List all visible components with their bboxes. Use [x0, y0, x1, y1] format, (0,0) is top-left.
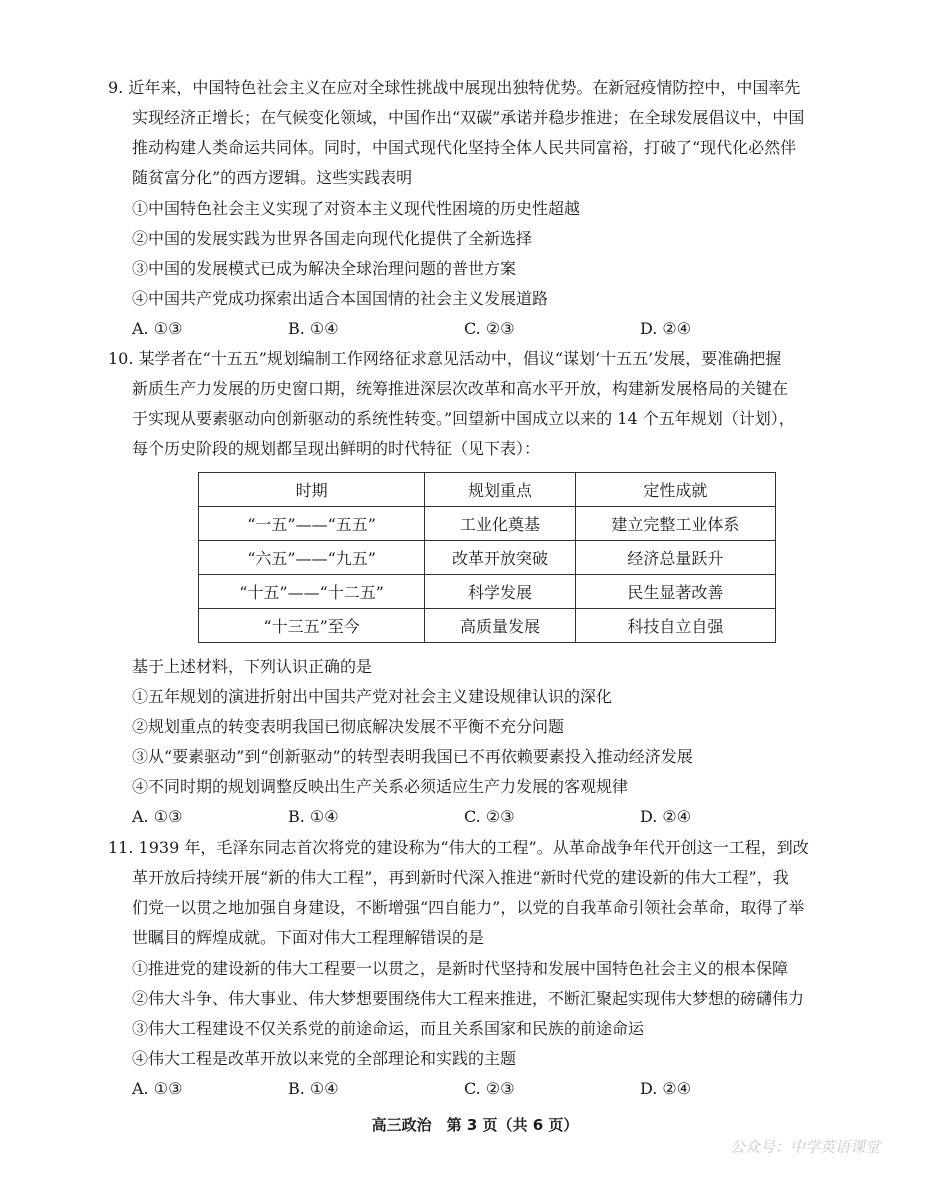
watermark: 公众号：中学英语课堂: [730, 1138, 881, 1156]
q11-choices: [132, 1078, 732, 1100]
q11-choice-d[interactable]: D. ②④: [640, 1079, 692, 1098]
q11-choice-a[interactable]: A. ①③: [132, 1079, 183, 1098]
table-cell: 民生显著改善: [575, 575, 775, 609]
q10-prompt: 基于上述材料，下列认识正确的是: [132, 657, 373, 676]
q10-stem-line: 于实现从要素驱动向创新驱动的系统性转变。”回望新中国成立以来的 14 个五年规划（计划），: [132, 409, 795, 428]
table-header-cell: 定性成就: [575, 473, 775, 507]
table-cell: 工业化奠基: [425, 507, 576, 541]
q10-statement-1: ①五年规划的演进折射出中国共产党对社会主义建设规律认识的深化: [132, 687, 613, 706]
q9-choice-d[interactable]: D. ②④: [640, 319, 692, 338]
table-cell: “六五”——“九五”: [199, 541, 425, 575]
q9-choice-b[interactable]: B. ①④: [288, 319, 339, 338]
q10-choice-b[interactable]: B. ①④: [288, 807, 339, 826]
table-cell: “十三五”至今: [199, 609, 425, 643]
q11-stem-line: 世瞩目的辉煌成就。下面对伟大工程理解错误的是: [132, 928, 485, 947]
q11-stem-line: 11. 1939 年，毛泽东同志首次将党的建设称为“伟大的工程”。从革命战争年代开创这一工程，到改: [108, 838, 809, 857]
q10-stem-line: 新质生产力发展的历史窗口期，统筹推进深层次改革和高水平开放，构建新发展格局的关键在: [132, 379, 789, 398]
q11-choice-c[interactable]: C. ②③: [464, 1079, 515, 1098]
q10-choices: [132, 806, 732, 828]
q11-statement-1: ①推进党的建设新的伟大工程要一以贯之，是新时代坚持和发展中国特色社会主义的根本保障: [132, 959, 789, 978]
q10-statement-3: ③从“要素驱动”到“创新驱动”的转型表明我国已不再依赖要素投入推动经济发展: [132, 747, 693, 766]
q10-statement-4: ④不同时期的规划调整反映出生产关系必须适应生产力发展的客观规律: [132, 777, 629, 796]
table-row: [199, 507, 776, 541]
table-cell: 科学发展: [425, 575, 576, 609]
table-cell: 高质量发展: [425, 609, 576, 643]
q9-stem-line: 随贫富分化”的西方逻辑。这些实践表明: [132, 168, 413, 187]
q10-stem-line: 10. 某学者在“十五五”规划编制工作网络征求意见活动中，倡议“谋划‘十五五’发展，要准确把握: [108, 349, 782, 368]
table-cell: 改革开放突破: [425, 541, 576, 575]
q9-choice-c[interactable]: C. ②③: [464, 319, 515, 338]
q10-choice-c[interactable]: C. ②③: [464, 807, 515, 826]
q10-choice-a[interactable]: A. ①③: [132, 807, 183, 826]
q11-stem-line: 革开放后持续开展“新的伟大工程”，再到新时代深入推进“新时代党的建设新的伟大工程”，我: [132, 868, 789, 887]
q9-statement-1: ①中国特色社会主义实现了对资本主义现代性困境的历史性超越: [132, 199, 581, 218]
five-year-plan-table: [198, 472, 776, 643]
table-header-cell: 规划重点: [425, 473, 576, 507]
table-header-cell: 时期: [199, 473, 425, 507]
table-header-row: [199, 473, 776, 507]
q9-statement-2: ②中国的发展实践为世界各国走向现代化提供了全新选择: [132, 229, 533, 248]
table-cell: “十五”——“十二五”: [199, 575, 425, 609]
q10-statement-2: ②规划重点的转变表明我国已彻底解决发展不平衡不充分问题: [132, 717, 565, 736]
q9-choices: [132, 318, 732, 340]
table-cell: 建立完整工业体系: [575, 507, 775, 541]
q9-stem-line: 9. 近年来，中国特色社会主义在应对全球性挑战中展现出独特优势。在新冠疫情防控中，中国率先: [108, 78, 801, 97]
q11-statement-3: ③伟大工程建设不仅关系党的前途命运，而且关系国家和民族的前途命运: [132, 1019, 645, 1038]
table-row: [199, 541, 776, 575]
q9-stem-line: 推动构建人类命运共同体。同时，中国式现代化坚持全体人民共同富裕，打破了“现代化必然伴: [132, 138, 797, 157]
q11-choice-b[interactable]: B. ①④: [288, 1079, 339, 1098]
q10-choice-d[interactable]: D. ②④: [640, 807, 692, 826]
q11-statement-4: ④伟大工程是改革开放以来党的全部理论和实践的主题: [132, 1049, 517, 1068]
q9-stem-line: 实现经济正增长；在气候变化领域，中国作出“双碳”承诺并稳步推进；在全球发展倡议中，中国: [132, 108, 805, 127]
table-cell: 经济总量跃升: [575, 541, 775, 575]
table-cell: “一五”——“五五”: [199, 507, 425, 541]
table-cell: 科技自立自强: [575, 609, 775, 643]
table-row: [199, 609, 776, 643]
page-footer: 高三政治 第 3 页（共 6 页）: [371, 1116, 579, 1134]
q9-statement-4: ④中国共产党成功探索出适合本国国情的社会主义发展道路: [132, 289, 549, 308]
q9-choice-a[interactable]: A. ①③: [132, 319, 183, 338]
q10-stem-line: 每个历史阶段的规划都呈现出鲜明的时代特征（见下表）：: [132, 439, 541, 458]
q11-stem-line: 们党一以贯之地加强自身建设，不断增强“四自能力”，以党的自我革命引领社会革命，取得了举: [132, 898, 805, 917]
table-row: [199, 575, 776, 609]
q9-statement-3: ③中国的发展模式已成为解决全球治理问题的普世方案: [132, 259, 517, 278]
q11-statement-2: ②伟大斗争、伟大事业、伟大梦想要围绕伟大工程来推进，不断汇聚起实现伟大梦想的磅礴伟力: [132, 989, 805, 1008]
